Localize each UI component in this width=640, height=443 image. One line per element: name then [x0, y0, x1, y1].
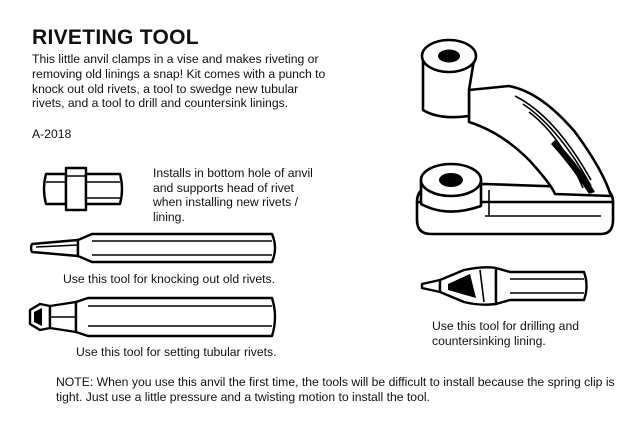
installation-note: NOTE: When you use this anvil the first time, the tools will be difficult to install because the spring clip is tight. Just use a little pressure and a twisting motion to install the tool. — [56, 375, 615, 404]
drill-countersink-illustration — [418, 262, 590, 310]
caption-drilling: Use this tool for drilling and countersinking lining. — [432, 319, 579, 348]
rivet-support-insert — [40, 160, 126, 216]
page-title: RIVETING TOOL — [32, 26, 199, 49]
intro-text: This little anvil clamps in a vise and makes riveting or removing old linings a snap! Kit comes with a punch to knock out old rivets, a tool to swedge new tubular rivets, and a tool to drill and countersink linings. — [32, 52, 326, 111]
anvil-illustration — [405, 20, 620, 250]
caption-setting: Use this tool for setting tubular rivets. — [76, 345, 277, 359]
rivet-setter-illustration — [26, 296, 280, 338]
part-number: A-2018 — [32, 127, 72, 141]
knockout-punch-illustration — [28, 230, 280, 266]
intro-paragraph — [32, 52, 332, 111]
caption-bottom-hole: Installs in bottom hole of anvil and supports head of rivet when installing new rivets / lining. — [153, 166, 313, 224]
caption-knock-out: Use this tool for knocking out old rivets. — [63, 272, 276, 286]
